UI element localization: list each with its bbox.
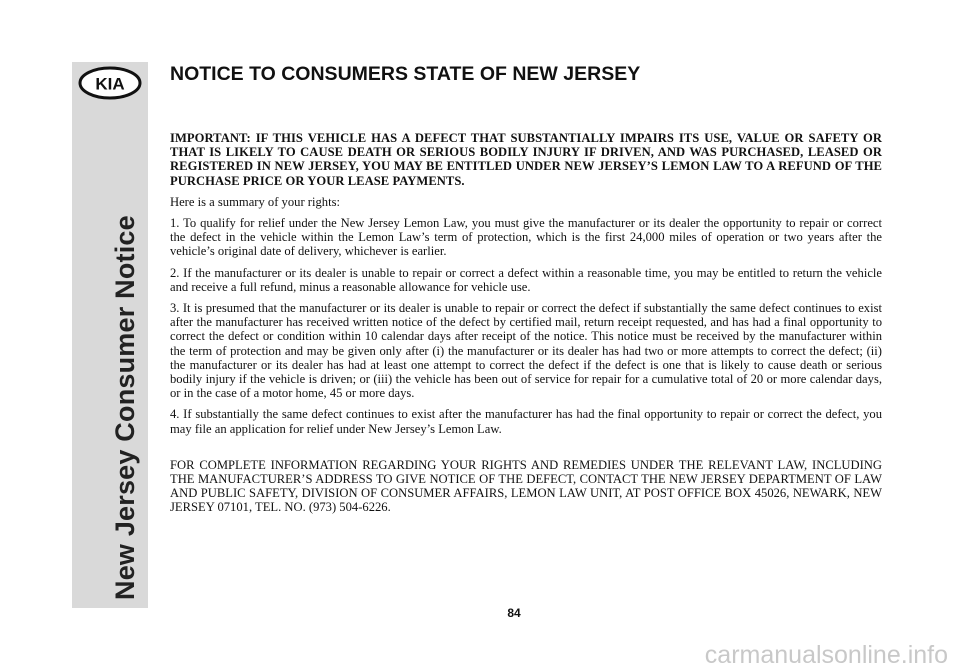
contact-information: FOR COMPLETE INFORMATION REGARDING YOUR RIGHTS AND REMEDIES UNDER THE RELEVANT LAW, INCLUDING THE MANUFACTURER’S ADDRESS TO GIVE NOTICE OF THE DEFECT, CONTACT THE NEW JERSEY DEPARTMENT OF LAW AND PUBLIC SAFETY, DIVISION OF CONSUMER AFFAIRS, LEMON LAW UNIT, AT POST OFFICE BOX 45026, NEWARK, NEW JERSEY 07101, TEL. NO. (973) 504-6226. bbox=[170, 457, 882, 515]
right-item-2: 2. If the manufacturer or its dealer is unable to repair or correct a defect within a reasonable time, you may be entitled to return the vehicle and receive a full refund, minus a reasonable allowance for vehicle use. bbox=[170, 265, 882, 294]
vertical-section-title: New Jersey Consumer Notice bbox=[110, 215, 140, 600]
summary-intro: Here is a summary of your rights: bbox=[170, 194, 340, 209]
kia-logo bbox=[78, 66, 142, 100]
svg-text:KIA: KIA bbox=[95, 74, 125, 94]
right-item-1: 1. To qualify for relief under the New Jersey Lemon Law, you must give the manufacturer or its dealer the opportunity to repair or correct the defect in the vehicle within the Lemon Law’s term of protection, which is the first 24,000 miles of operation or two years after the vehicle’s original date of delivery, whichever is earlier. bbox=[170, 216, 882, 259]
page-number: 84 bbox=[507, 606, 521, 620]
watermark: carmanualsonline.info bbox=[704, 641, 948, 669]
notice-body bbox=[170, 131, 882, 522]
right-item-3: 3. It is presumed that the manufacturer or its dealer is unable to repair or correct the defect if substantially the same defect continues to exist after the manufacturer has received written notice of the defect by certified mail, return receipt requested, and has had a final opportunity to correct the defect or condition within 10 calendar days after receipt of the notice. This notice must be received by the manufacturer within the term of protection and may be given only after (i) the manufacturer or its dealer has had two or more attempts to correct the defect; (ii) the manufacturer or its dealer has had at least one attempt to correct the defect if the defect is one that is likely to cause death or serious bodily injury if the vehicle is driven; or (iii) the vehicle has been out of service for repair for a cumulative total of 20 or more calendar days, or in the case of a motor home, 45 or more days. bbox=[170, 301, 882, 401]
right-item-4: 4. If substantially the same defect continues to exist after the manufacturer has had the final opportunity to repair or correct the defect, you may file an application for relief under New Jersey’s Lemon Law. bbox=[170, 407, 882, 436]
page-title: NOTICE TO CONSUMERS STATE OF NEW JERSEY bbox=[170, 63, 641, 85]
important-notice: IMPORTANT: IF THIS VEHICLE HAS A DEFECT THAT SUBSTANTIALLY IMPAIRS ITS USE, VALUE OR SAFETY OR THAT IS LIKELY TO CAUSE DEATH OR SERIOUS BODILY INJURY IF DRIVEN, AND WAS PURCHASED, LEASED OR REGISTERED IN NEW JERSEY, YOU MAY BE ENTITLED UNDER NEW JERSEY’S LEMON LAW TO A REFUND OF THE PURCHASE PRICE OR YOUR LEASE PAYMENTS. bbox=[170, 131, 882, 188]
